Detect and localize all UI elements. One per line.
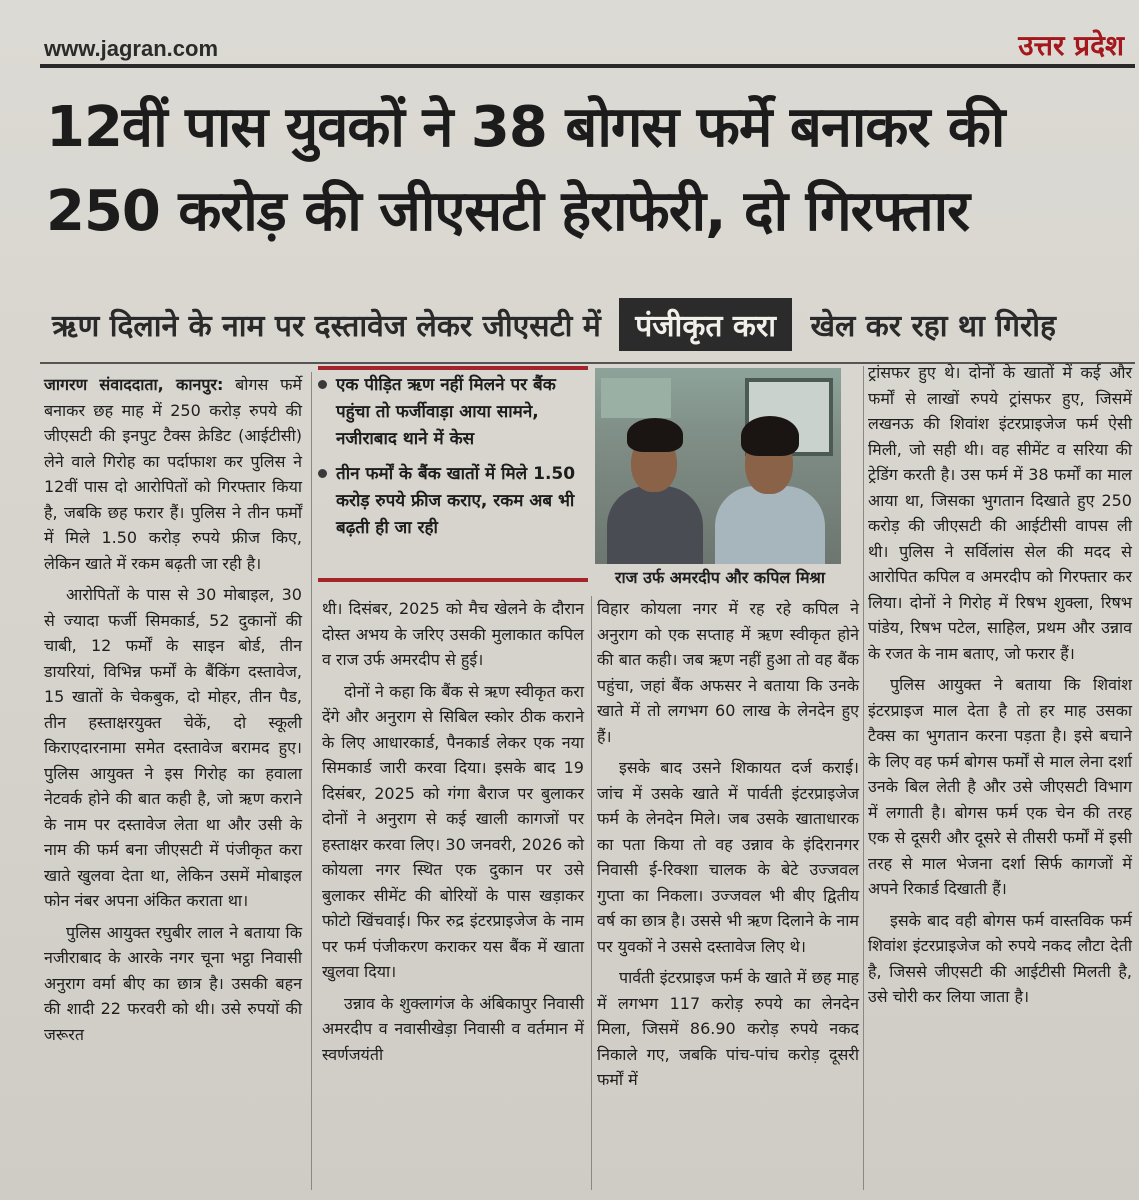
highlight-text: एक पीड़ित ऋण नहीं मिलने पर बैंक पहुंचा तो फर्जीवाड़ा आया सामने, नजीराबाद थाने में केस bbox=[336, 375, 556, 449]
headline bbox=[46, 86, 1106, 254]
bullet-icon bbox=[318, 380, 327, 389]
paragraph: इसके बाद उसने शिकायत दर्ज कराई। जांच में उसके खाते में पार्वती इंटरप्राइजेज फर्म के लेनदेन मिले। जब उसके खाताधारक का पता किया तो वह उन्नाव के इंदिरानगर निवासी ई-रिक्शा चालक के बेटे उज्जवल गुप्ता का निकला। उज्जवल भी बीए द्वितीय वर्ष का छात्र है। उससे भी ऋण दिलाने के नाम पर युवकों ने उससे दस्तावेज लिए थे। bbox=[597, 758, 859, 956]
paragraph-text: बोगस फर्मे बनाकर छह माह में 250 करोड़ रुपये की जीएसटी की इनपुट टैक्स क्रेडिट (आईटीसी) लेने वाले गिरोह का पर्दाफाश कर पुलिस ने 12वीं पास दो आरोपितों को गिरफ्तार किया है, जबकि छह फरार हैं। पुलिस ने तीन फर्मों में मिले 1.50 करोड़ रुपये फ्रीज किए, लेकिन खाते में रकम बढ़ती जा रही है। bbox=[44, 375, 302, 573]
article-column-1 bbox=[44, 372, 302, 1053]
paragraph: थी। दिसंबर, 2025 को मैच खेलने के दौरान दोस्त अभय के जरिए उसकी मुलाकात कपिल व राज उर्फ अमरदीप से हुई। bbox=[322, 599, 584, 669]
section-name: उत्तर प्रदेश bbox=[1018, 29, 1124, 62]
headline-line-2: 250 करोड़ की जीएसटी हेराफेरी, दो गिरफ्तार bbox=[46, 179, 970, 244]
byline: जागरण संवाददाता, कानपुर: bbox=[44, 375, 224, 394]
subhead-after: खेल कर रहा था गिरोह bbox=[810, 309, 1056, 344]
paragraph bbox=[44, 372, 302, 576]
article-column-2 bbox=[322, 596, 584, 1073]
paragraph: आरोपितों के पास से 30 मोबाइल, 30 से ज्यादा फर्जी सिमकार्ड, 52 दुकानों की चाबी, 12 फर्मों के साइन बोर्ड, तीन डायरियां, विभिन्न फर्मों के बैंकिंग दस्तावेज, 15 खातों के चेकबुक, दो मोहर, तीन पैड, तीन हस्ताक्षरयुक्त चेकें, दो स्कूली किराएदारनामा समेत दस्तावेज बरामद हुए। पुलिस आयुक्त ने इस गिरोह का हवाला नेटवर्क होने की बात कही है, जो ऋण कराने के नाम पर दस्तावेज लेता था और उसी के नाम की फर्म बना जीएसटी में पंजीकृत करा खाते खुलवा देता था, लेकिन उसमें मोबाइल फोन नंबर अपना अंकित कराता था। bbox=[44, 585, 302, 910]
subheadline bbox=[52, 298, 1122, 360]
highlights-box bbox=[318, 372, 588, 572]
highlight-bar-bottom bbox=[318, 578, 588, 582]
top-rule bbox=[40, 64, 1135, 68]
bullet-icon bbox=[318, 469, 327, 478]
paragraph: दोनों ने कहा कि बैंक से ऋण स्वीकृत करा देंगे और अनुराग से सिबिल स्कोर ठीक कराने के लिए आधारकार्ड, पैनकार्ड लेकर एक नया सिमकार्ड जारी करवा दिया। इसके बाद 19 दिसंबर, 2025 को गंगा बैराज पर बुलाकर दोनों ने अनुराग से कई खाली कागजों पर हस्ताक्षर करवा लिए। 30 जनवरी, 2026 को कोयला नगर स्थित एक दुकान पर उसे बुलाकर सीमेंट की बोरियों के पास खड़ाकर फोटो खिंचवाई। फिर रुद्र इंटरप्राइजेज के नाम पर फर्म पंजीकरण कराकर यस बैंक में खाता खुलवा दिया। bbox=[322, 681, 584, 981]
column-divider bbox=[311, 372, 312, 1190]
article-column-3 bbox=[597, 596, 859, 1099]
photo-background-board bbox=[601, 378, 671, 418]
paragraph: पुलिस आयुक्त ने बताया कि शिवांश इंटरप्राइज माल देता है तो हर माह उसका टैक्स का भुगतान करना पड़ता है। इसे बचाने के लिए वह फर्म बोगस फर्मों से माल लेना दर्शा उनके बिल लेती है और उसे जीएसटी विभाग में लगाती है। बोगस फर्म एक चेन की तरह एक से दूसरी और दूसरे से तीसरी फर्मों में इसी तरह से माल भेजना दर्शा सिर्फ कागजों में अपने रिकार्ड दिखाती हैं। bbox=[868, 675, 1132, 898]
column-divider bbox=[863, 366, 864, 1190]
photo-caption: राज उर्फ अमरदीप और कपिल मिश्रा bbox=[614, 568, 826, 587]
paragraph: विहार कोयला नगर में रह रहे कपिल ने अनुराग को एक सप्ताह में ऋण स्वीकृत होने की बात कही। जब ऋण नहीं हुआ तो वह बैंक पहुंचा, जहां बैंक अफसर ने बताया कि उनके खाते में तो लगभग 60 लाख के लेनदेन हुए हैं। bbox=[597, 599, 859, 746]
paragraph: पुलिस आयुक्त रघुबीर लाल ने बताया कि नजीराबाद के आरके नगर चूना भट्ठा निवासी अनुराग वर्मा बीए का छात्र है। उसकी बहन की शादी 22 फरवरी को थी। उसे रुपयों की जरूरत bbox=[44, 922, 302, 1044]
highlight-text: तीन फर्मों के बैंक खातों में मिले 1.50 करोड़ रुपये फ्रीज कराए, रकम अब भी बढ़ती ही जा रही bbox=[336, 464, 576, 538]
highlight-item bbox=[318, 461, 588, 542]
headline-line-1: 12वीं पास युवकों ने 38 बोगस फर्मे बनाकर की bbox=[46, 95, 1005, 160]
column-divider bbox=[591, 596, 592, 1190]
paragraph: पार्वती इंटरप्राइज फर्म के खाते में छह माह में लगभग 117 करोड़ रुपये का लेनदेन मिला, जिसमें 86.90 करोड़ रुपये नकद निकाले गए, जबकि पांच-पांच करोड़ दूसरी फर्मों में bbox=[597, 968, 859, 1089]
highlight-item bbox=[318, 372, 588, 453]
subhead-highlight: पंजीकृत करा bbox=[619, 298, 792, 351]
subhead-before: ऋण दिलाने के नाम पर दस्तावेज लेकर जीएसटी में bbox=[52, 309, 601, 344]
highlight-bar-top bbox=[318, 366, 588, 370]
site-url: www.jagran.com bbox=[44, 36, 219, 61]
paragraph: उन्नाव के शुक्लागंज के अंबिकापुर निवासी अमरदीप व नवासीखेड़ा निवासी व वर्तमान में स्वर्णजयंती bbox=[322, 993, 584, 1064]
news-photo bbox=[595, 368, 841, 564]
article-column-4 bbox=[868, 360, 1132, 1016]
masthead bbox=[44, 24, 1134, 64]
paragraph: इसके बाद वही बोगस फर्म वास्तविक फर्म शिवांश इंटरप्राइजेज को रुपये नकद लौटा देती है, जिससे जीएसटी की आईटीसी मिलती है, उसे चोरी कर लिया जाता है। bbox=[868, 910, 1132, 1006]
paragraph: ट्रांसफर हुए थे। दोनों के खातों में कई और फर्मों से लाखों रुपये ट्रांसफर हुए, जिसमें लखनऊ की शिवांश इंटरप्राइजेज फर्म ऐसी मिली, जो सही थी। वह सीमेंट व सरिया की ट्रेडिंग करती है। उस फर्म में 38 फर्मों का माल आया था, जिसका भुगतान दिखाते हुए 250 करोड़ की जीएसटी की आईटीसी वापस ली थी। पुलिस ने सर्विलांस सेल की मदद से आरोपित कपिल व अमरदीप को गिरफ्तार कर लिया। दोनों ने गिरोह में रिषभ शुक्ला, रिषभ पांडेय, रिषभ पटेल, साहिल, प्रथम और उन्नाव के रजत के नाम बताए, जो फरार हैं। bbox=[868, 363, 1132, 663]
